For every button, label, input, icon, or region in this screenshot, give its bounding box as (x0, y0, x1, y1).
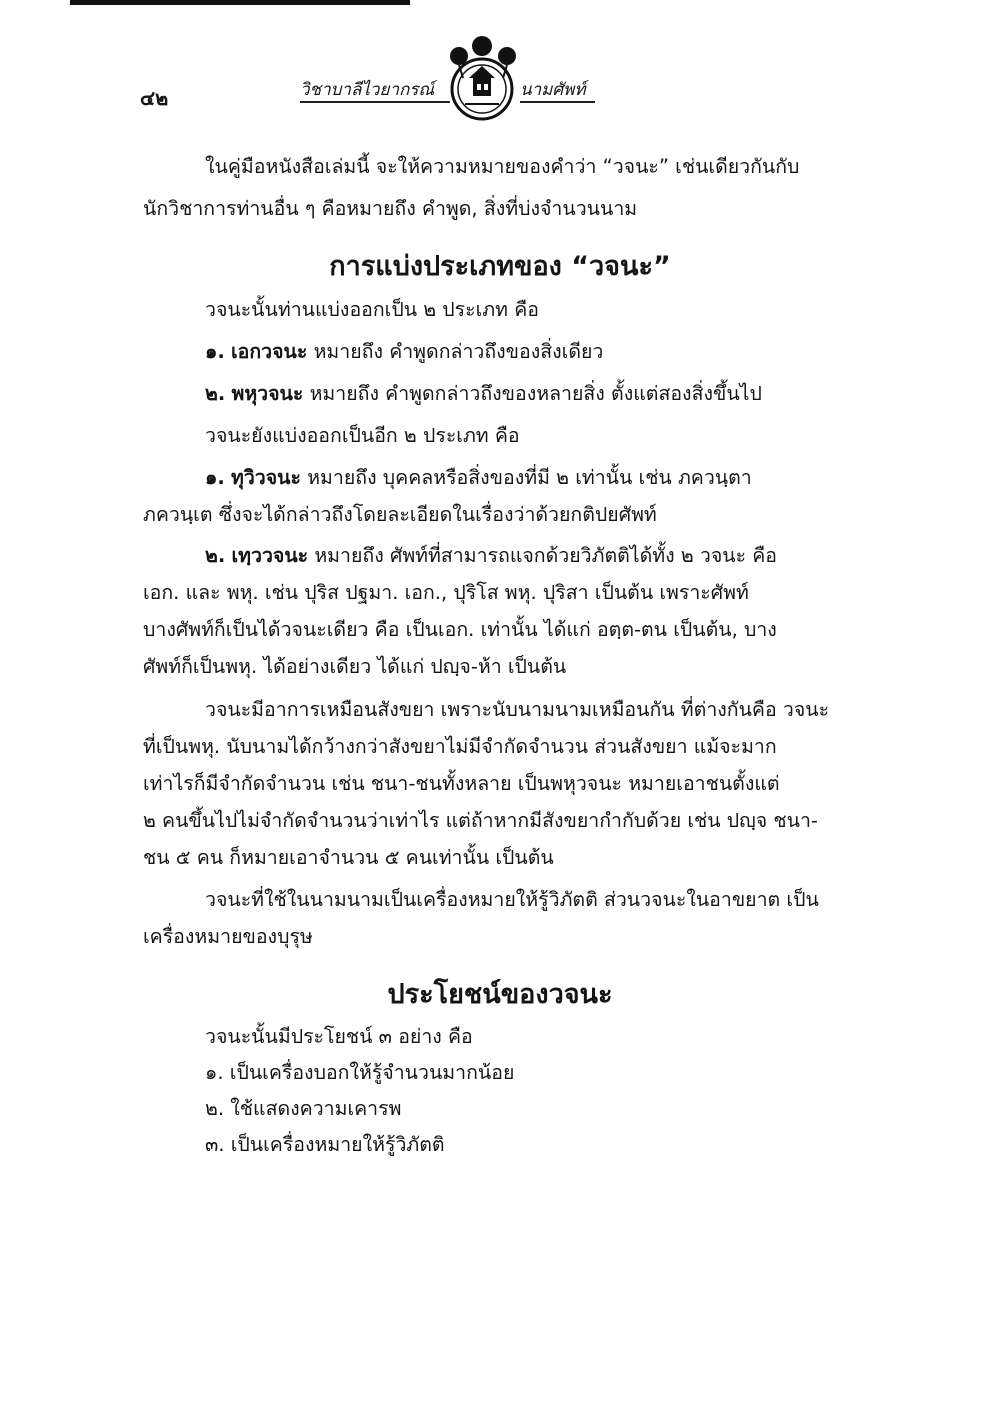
definition-continuation: เอก. และ พหุ. เช่น ปุริส ปฐมา. เอก., ปุริโส พหุ. ปุริสา เป็นต้น เพราะศัพท์ (143, 581, 749, 604)
list-item: ๒. ใช้แสดงความเคารพ (205, 1097, 402, 1120)
paragraph-line: ชน ๕ คน ก็หมายเอาจำนวน ๕ คนเท่านั้น เป็นต้น (143, 846, 554, 869)
paragraph-line: ๒ คนขึ้นไปไม่จำกัดจำนวนว่าเท่าไร แต่ถ้าหากมีสังขยากำกับด้วย เช่น ปญฺจ ชนา- (143, 809, 818, 832)
section1-lead-2: วจนะยังแบ่งออกเป็นอีก ๒ ประเภท คือ (205, 424, 520, 447)
term-bahuvacana: พหุวจนะ (231, 382, 304, 405)
item-number: ๒. (205, 382, 226, 405)
definition-continuation: บางศัพท์ก็เป็นได้วจนะเดียว คือ เป็นเอก. เท่านั้น ได้แก่ อตฺต-ตน เป็นต้น, บาง (143, 618, 777, 641)
section-heading-benefits: ประโยชน์ของวจนะ (387, 979, 613, 1010)
term-ekavacana: เอกวจนะ (231, 340, 308, 363)
definition-item-bahuvacana (205, 384, 762, 404)
definition-text: หมายถึง ศัพท์ที่สามารถแจกด้วยวิภัตติได้ทั้ง ๒ วจนะ คือ (314, 544, 778, 567)
term-duvivacana: ทุวิวจนะ (231, 466, 301, 489)
section1-lead-1: วจนะนั้นท่านแบ่งออกเป็น ๒ ประเภท คือ (205, 298, 539, 321)
intro-line-2: นักวิชาการท่านอื่น ๆ คือหมายถึง คำพูด, สิ่งที่บ่งจำนวนนาม (143, 197, 638, 220)
item-number: ๑. (205, 466, 225, 489)
page-header (0, 0, 1000, 140)
running-title-left: วิชาบาลีไวยากรณ์ (300, 80, 435, 100)
item-number: ๒. (205, 544, 226, 567)
temple-seal-icon (437, 34, 527, 126)
definition-item-duvivacana (205, 468, 752, 488)
definition-text: หมายถึง คำพูดกล่าวถึงของหลายสิ่ง ตั้งแต่สองสิ่งขึ้นไป (309, 382, 762, 405)
header-rule-left (300, 101, 450, 103)
definition-text: หมายถึง คำพูดกล่าวถึงของสิ่งเดียว (313, 340, 604, 363)
definition-continuation: ศัพท์ก็เป็นพหุ. ได้อย่างเดียว ได้แก่ ปญฺจ-ห้า เป็นต้น (143, 655, 567, 678)
running-title-right: นามศัพท์ (520, 80, 586, 100)
definition-text: หมายถึง บุคคลหรือสิ่งของที่มี ๒ เท่านั้น เช่น ภควนฺตา (307, 466, 752, 489)
definition-item-dvevacana (205, 546, 777, 566)
intro-line-1: ในคู่มือหนังสือเล่มนี้ จะให้ความหมายของคำว่า “วจนะ” เช่นเดียวกันกับ (205, 155, 800, 178)
page-number: ๔๒ (140, 86, 169, 110)
section2-lead: วจนะนั้นมีประโยชน์ ๓ อย่าง คือ (205, 1025, 473, 1048)
header-rule-right (520, 101, 595, 103)
definition-continuation: ภควนฺเต ซึ่งจะได้กล่าวถึงโดยละเอียดในเรื่องว่าด้วยกติปยศัพท์ (143, 503, 657, 526)
list-item: ๓. เป็นเครื่องหมายให้รู้วิภัตติ (205, 1133, 445, 1156)
term-dvevacana: เทฺววจนะ (231, 544, 309, 567)
paragraph-line: เท่าไรก็มีจำกัดจำนวน เช่น ชนา-ชนทั้งหลาย เป็นพหุวจนะ หมายเอาชนตั้งแต่ (143, 772, 780, 795)
item-number: ๑. (205, 340, 225, 363)
paragraph-line: วจนะที่ใช้ในนามนามเป็นเครื่องหมายให้รู้วิภัตติ ส่วนวจนะในอาขยาต เป็น (205, 888, 819, 911)
section-heading-types: การแบ่งประเภทของ “วจนะ” (329, 251, 671, 282)
paragraph-line: เครื่องหมายของบุรุษ (143, 925, 313, 948)
paragraph-line: ที่เป็นพหุ. นับนามได้กว้างกว่าสังขยาไม่มีจำกัดจำนวน ส่วนสังขยา แม้จะมาก (143, 735, 777, 758)
list-item: ๑. เป็นเครื่องบอกให้รู้จำนวนมากน้อย (205, 1061, 515, 1084)
definition-item-ekavacana (205, 342, 603, 362)
paragraph-line: วจนะมีอาการเหมือนสังขยา เพราะนับนามนามเหมือนกัน ที่ต่างกันคือ วจนะ (205, 698, 830, 721)
